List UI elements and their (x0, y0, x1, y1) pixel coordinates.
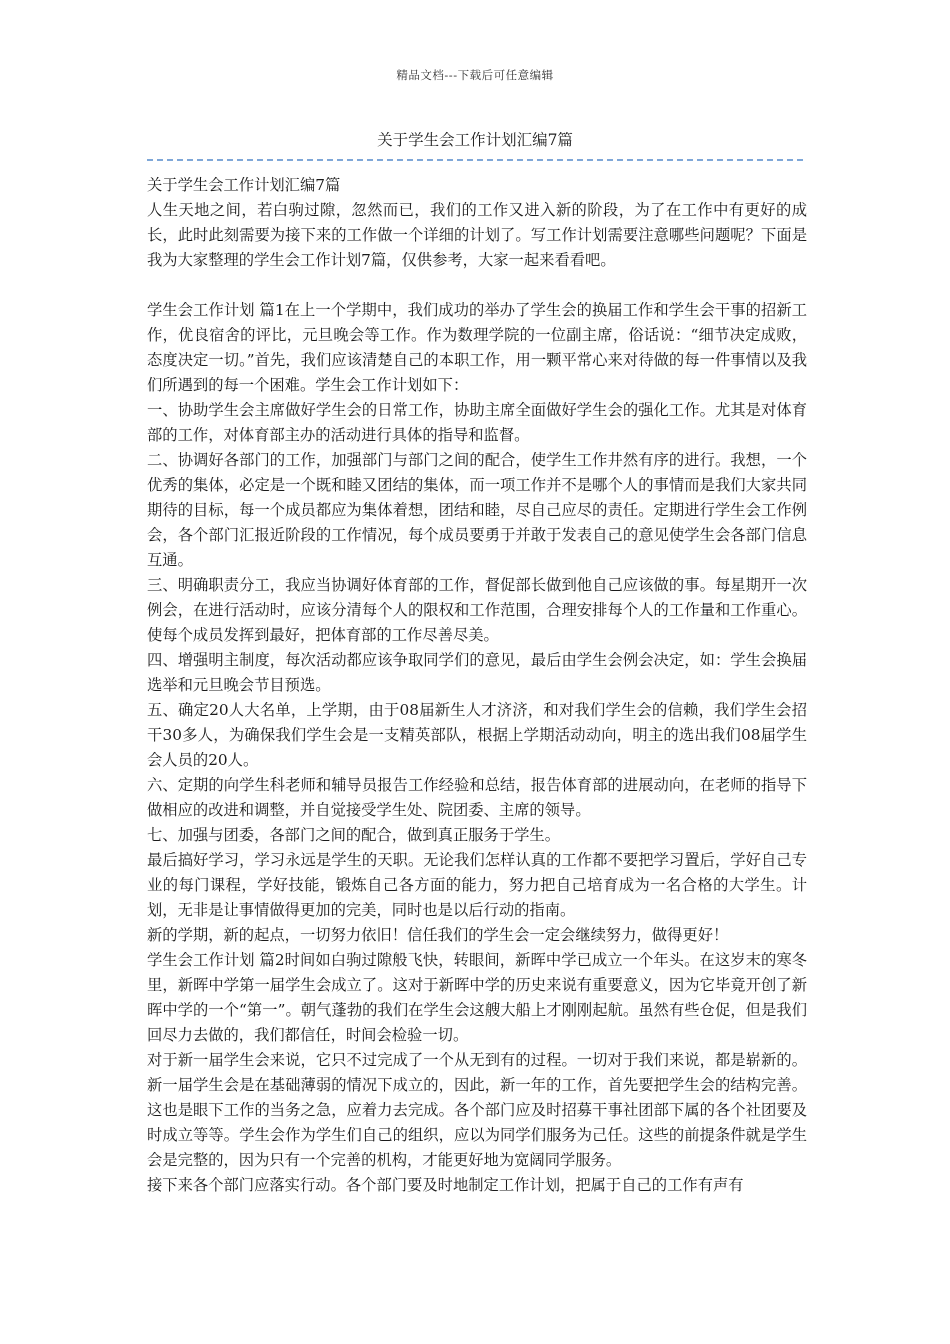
list-item-3: 三、明确职责分工，我应当协调好体育部的工作，督促部长做到他自己应该做的事。每星期开一次例会，在进行活动时，应该分清每个人的限权和工作范围，合理安排每个人的工作量和工作重心。使每个成员发挥到最好，把体育部的工作尽善尽美。 (147, 576, 807, 644)
list-item-5: 五、确定20人大名单，上学期，由于08届新生人才济济，和对我们学生会的信赖，我们学生会招干30多人，为确保我们学生会是一支精英部队，根据上学期活动动向，明主的选出我们08届学生会人员的20人。 (147, 701, 807, 769)
section-2-paragraph: 学生会工作计划 篇2时间如白驹过隙般飞快，转眼间，新晖中学已成立一个年头。在这岁末的寒冬里，新晖中学第一届学生会成立了。这对于新晖中学的历史来说有重要意义，因为它毕竟开创了新晖中学的一个“第一”。朝气蓬勃的我们在学生会这艘大船上才刚刚起航。虽然有些仓促，但是我们回尽力去做的，我们都信任，时间会检验一切。 (147, 951, 807, 1044)
title-divider (147, 159, 803, 161)
body-subtitle: 关于学生会工作计划汇编7篇 (147, 176, 341, 194)
list-item-4: 四、增强明主制度，每次活动都应该争取同学们的意见，最后由学生会例会决定，如：学生会换届选举和元旦晚会节目预选。 (147, 651, 807, 694)
closing-line: 新的学期，新的起点，一切努力依旧！信任我们的学生会一定会继续努力，做得更好！ (147, 926, 729, 944)
page-header-note: 精品文档---下载后可任意编辑 (396, 68, 554, 82)
document-body (147, 173, 807, 1198)
intro-paragraph: 人生天地之间，若白驹过隙，忽然而已，我们的工作又进入新的阶段，为了在工作中有更好的成长，此时此刻需要为接下来的工作做一个详细的计划了。写工作计划需要注意哪些问题呢？下面是我为大家整理的学生会工作计划7篇，仅供参考，大家一起来看看吧。 (147, 201, 807, 269)
document-title: 关于学生会工作计划汇编7篇 (377, 131, 573, 149)
list-item-6: 六、定期的向学生科老师和辅导员报告工作经验和总结，报告体育部的进展动向，在老师的指导下做相应的改进和调整，并自觉接受学生处、院团委、主席的领导。 (147, 776, 807, 819)
section-2-paragraph-3: 接下来各个部门应落实行动。各个部门要及时地制定工作计划，把属于自己的工作有声有 (147, 1176, 744, 1194)
list-item-1: 一、协助学生会主席做好学生会的日常工作，协助主席全面做好学生会的强化工作。尤其是对体育部的工作，对体育部主办的活动进行具体的指导和监督。 (147, 401, 807, 444)
section-2-paragraph-2: 对于新一届学生会来说，它只不过完成了一个从无到有的过程。一切对于我们来说，都是崭新的。新一届学生会是在基础薄弱的情况下成立的，因此，新一年的工作，首先要把学生会的结构完善。这也是眼下工作的当务之急，应着力去完成。各个部门应及时招募干事社团部下属的各个社团要及时成立等等。学生会作为学生们自己的组织，应以为同学们服务为己任。这些的前提条件就是学生会是完整的，因为只有一个完善的机构，才能更好地为宽阔同学服务。 (147, 1051, 807, 1169)
list-item-2: 二、协调好各部门的工作，加强部门与部门之间的配合，使学生工作井然有序的进行。我想，一个优秀的集体，必定是一个既和睦又团结的集体，而一项工作并不是哪个人的事情而是我们大家共同期待的目标，每一个成员都应为集体着想，团结和睦，尽自己应尽的责任。定期进行学生会工作例会，各个部门汇报近阶段的工作情况，每个成员要勇于并敢于发表自己的意见使学生会各部门信息互通。 (147, 451, 807, 569)
closing-paragraph: 最后搞好学习，学习永远是学生的天职。无论我们怎样认真的工作都不要把学习置后，学好自己专业的每门课程，学好技能，锻炼自己各方面的能力，努力把自己培育成为一名合格的大学生。计划，无非是让事情做得更加的完美，同时也是以后行动的指南。 (147, 851, 807, 919)
blank-line (147, 273, 807, 298)
list-item-7: 七、加强与团委，各部门之间的配合，做到真正服务于学生。 (147, 826, 561, 844)
section-1-paragraph: 学生会工作计划 篇1在上一个学期中，我们成功的举办了学生会的换届工作和学生会干事的招新工作，优良宿舍的评比，元旦晚会等工作。作为数理学院的一位副主席，俗话说：“细节决定成败，态度决定一切。”首先，我们应该清楚自己的本职工作，用一颗平常心来对待做的每一件事情以及我们所遇到的每一个困难。学生会工作计划如下： (147, 301, 807, 394)
